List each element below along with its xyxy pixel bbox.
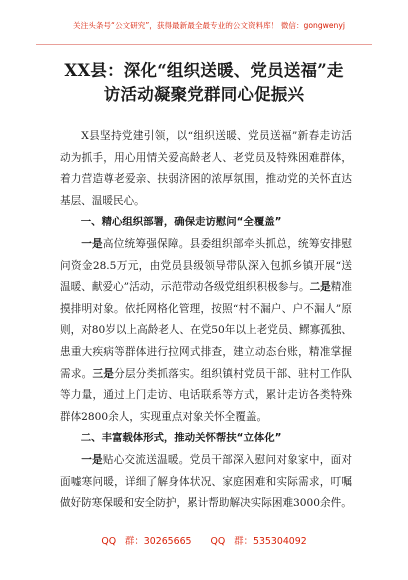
header-divider (36, 44, 372, 45)
paragraph-lead: 一是 (81, 237, 103, 250)
paragraph-text: 高位统筹强保障。县委组织部牵头抓总，统筹安排慰问资金28.5万元，由党员县级领导带队深入包抓乡镇开展“送温暖、献爱心”活动，示范带动各级党组织积极参与。 (60, 237, 353, 294)
intro-paragraph: X县坚持党建引领，以“组织送暖、党员送福”新春走访活动为抓手，用心用情关爱高龄老人、老党员及特殊困难群体，着力营造尊老爱亲、扶弱济困的浓厚氛围，推动党的关怀直达基层、温暖民心。 (60, 130, 352, 207)
paragraph-text: 精准摸排明对象。依托网格化管理，按照“村不漏户、户不漏人”原则，对80岁以上高龄老人、在党50年以上老党员、鳏寡孤独、患重大疾病等群体进行拉网式排查，建立动态台账，精准掌握需求。 (60, 281, 353, 380)
paragraph-lead: 三是 (92, 367, 115, 380)
footer-qq-group-2: QQ 群：535304092 (210, 536, 307, 547)
footer-contact (0, 533, 408, 547)
header-banner: 关注头条号“公文研究”，获得最新最全最专业的公文资料库！ 微信：gongwenyj (73, 21, 345, 30)
document-title (44, 59, 364, 107)
title-line-1: XX县：深化“组织送暖、党员送福”走 (64, 61, 344, 80)
section-2-heading: 二、丰富载体形式，推动关怀帮扶“立体化” (80, 432, 282, 445)
footer-qq-group-1: QQ 群：30265665 (101, 536, 192, 547)
paragraph-text: 贴心交流送温暖。党员干部深入慰问对象家中，面对面嘘寒问暖，详细了解身体状况、家庭困难和实际需求，叮嘱做好防寒保暖和安全防护，累计帮助解决实际困难3000余件。 (60, 453, 353, 510)
document-body (60, 126, 352, 515)
paragraph-text: 分层分类抓落实。组织镇村党员干部、驻村工作队等力量，通过上门走访、电话联系等方式，累计走访各类特殊群体2800余人，实现重点对象关怀全覆盖。 (60, 367, 353, 423)
section-2-paragraph-1 (60, 450, 352, 515)
paragraph-lead: 一是 (81, 453, 103, 466)
title-line-2: 访活动凝聚党群同心促振兴 (103, 85, 305, 104)
paragraph-lead: 二是 (309, 281, 331, 294)
section-1-heading: 一、精心组织部署，确保走访慰问“全覆盖” (80, 216, 282, 229)
section-1-paragraph-1 (60, 234, 352, 428)
